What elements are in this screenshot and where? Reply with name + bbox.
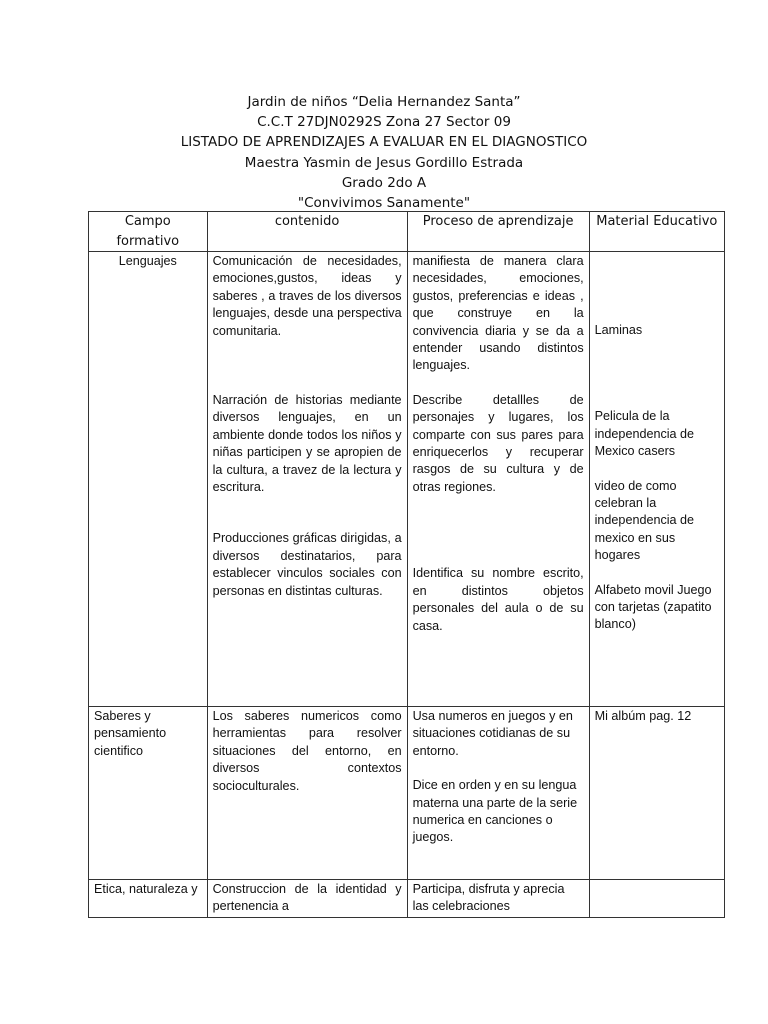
campo-cell: Saberes y pensamiento cientifico — [89, 707, 208, 880]
learning-table — [88, 211, 725, 918]
column-header: Campo formativo — [89, 212, 208, 252]
contenido-cell — [207, 880, 407, 918]
material-cell — [589, 707, 724, 880]
campo-cell: Etica, naturaleza y — [89, 880, 208, 918]
proceso-text: Dice en orden y en su lengua materna una parte de la serie numerica en canciones o juegos. — [412, 778, 578, 845]
contenido-text: Los saberes numericos como herramientas para resolver situaciones del entorno, en diversos contextos socioculturales. — [212, 709, 402, 793]
proceso-cell — [407, 707, 589, 880]
material-text: Alfabeto movil Juego con tarjetas (zapatito blanco) — [594, 582, 712, 632]
material-text: video de como celebran la independencia de mexico en sus hogares — [594, 478, 695, 563]
proceso-cell — [407, 252, 589, 707]
contenido-text: Narración de historias mediante diversos lenguajes, en un ambiente donde todos los niños y niñas participen y se apropien de la cultura, a travez de la lectura y escritura. — [212, 393, 402, 495]
proceso-text: manifiesta de manera clara necesidades, emociones, gustos, preferencias e ideas , que construye en la convivencia diaria y se da a entender usando distintos lenguajes. — [412, 254, 584, 373]
teacher-name: Maestra Yasmin de Jesus Gordillo Estrada — [244, 154, 524, 171]
contenido-text: Construccion de la identidad y pertenencia a — [212, 882, 402, 914]
column-header: Material Educativo — [589, 212, 724, 252]
contenido-text: Producciones gráficas dirigidas, a diversos destinatarios, para establecer vinculos sociales con personas en distintas culturas. — [212, 531, 402, 598]
project-title: "Convivimos Sanamente" — [297, 195, 471, 212]
document-header — [0, 92, 768, 213]
cct-line: C.C.T 27DJN0292S Zona 27 Sector 09 — [257, 114, 511, 131]
grade: Grado 2do A — [341, 174, 427, 191]
contenido-cell — [207, 252, 407, 707]
table-row — [89, 880, 725, 918]
column-header: Proceso de aprendizaje — [407, 212, 589, 252]
contenido-cell — [207, 707, 407, 880]
table-row — [89, 707, 725, 880]
campo-cell: Lenguajes — [89, 252, 208, 707]
material-cell — [589, 880, 724, 918]
material-text: Laminas — [594, 323, 643, 337]
material-text: Mi albúm pag. 12 — [594, 709, 692, 723]
column-header: contenido — [207, 212, 407, 252]
proceso-text: Participa, disfruta y aprecia las celebraciones — [412, 882, 565, 914]
proceso-text: Usa numeros en juegos y en situaciones cotidianas de su entorno. — [412, 709, 573, 758]
table-header-row — [89, 212, 725, 252]
list-title: LISTADO DE APRENDIZAJES A EVALUAR EN EL DIAGNOSTICO — [180, 134, 588, 151]
proceso-text: Identifica su nombre escrito, en distintos objetos personales del aula o de su casa. — [412, 566, 584, 633]
proceso-text: Describe detallles de personajes y lugares, los comparte con sus pares para enriquecerlos y recuperar rasgos de su cultura y de otras regiones. — [412, 392, 584, 494]
proceso-cell — [407, 880, 589, 918]
school-name: Jardin de niños “Delia Hernandez Santa” — [247, 94, 521, 110]
material-cell — [589, 252, 724, 707]
contenido-text: Comunicación de necesidades, emociones,gustos, ideas y saberes , a traves de los diversos lenguajes, desde una perspectiva comunitaria. — [212, 254, 402, 338]
material-text: Pelicula de la independencia de Mexico casers — [594, 409, 695, 459]
table-row — [89, 252, 725, 707]
